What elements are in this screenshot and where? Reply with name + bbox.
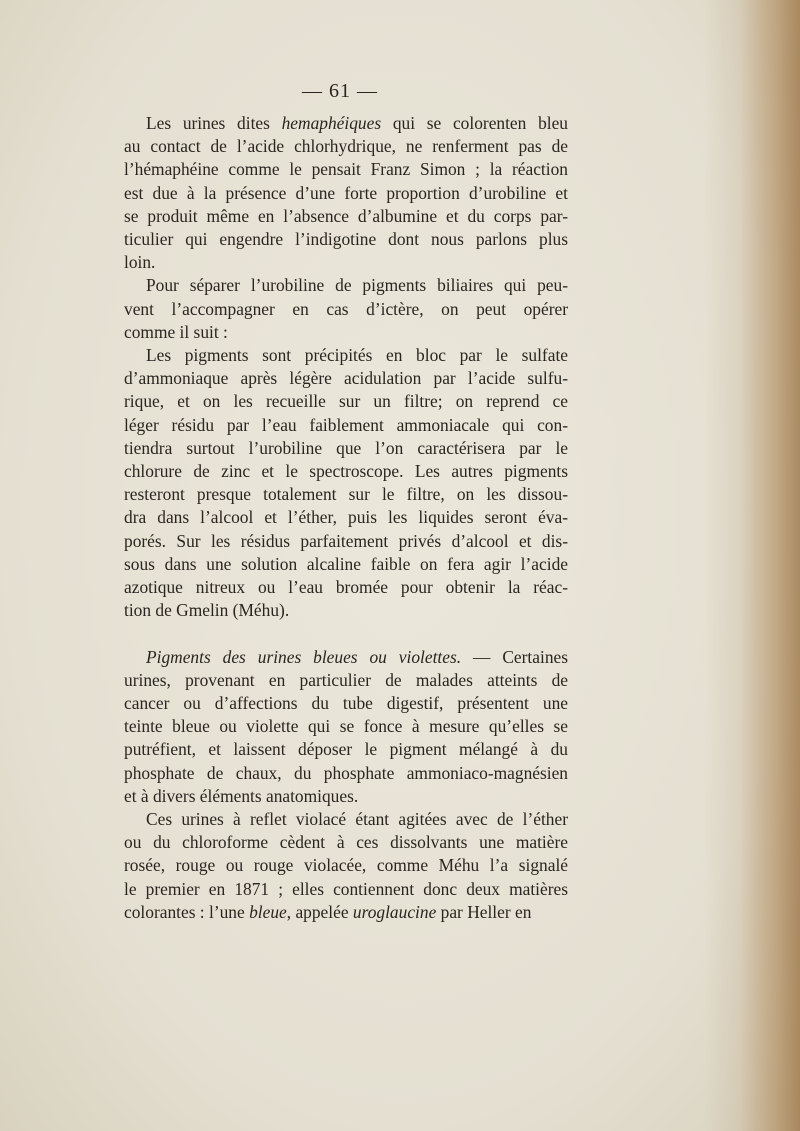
text-line: [124, 669, 568, 692]
text-line: [124, 715, 568, 738]
text-run: d’ammoniaque après légère acidulation par l’acide sulfu-: [124, 368, 568, 389]
text-run: dra dans l’alcool et l’éther, puis les liquides seront éva-: [124, 507, 568, 528]
text-run: teinte bleue ou violette qui se fonce à mesure qu’elles se: [124, 716, 568, 737]
paragraph: [124, 808, 568, 924]
text-line: [124, 298, 568, 321]
page-number: — 61 —: [302, 80, 378, 102]
text-line: [124, 854, 568, 877]
italic-run: bleue: [249, 901, 287, 922]
text-line: [124, 530, 568, 553]
text-run: comme il suit :: [124, 321, 228, 342]
italic-run: Pigments des urines bleues ou violettes.: [146, 646, 462, 667]
text-run: ticulier qui engendre l’indigotine dont nous parlons plus: [124, 229, 568, 250]
text-run: putréfient, et laissent déposer le pigment mélangé à du: [124, 739, 568, 760]
text-run: Les urines dites: [146, 113, 282, 133]
text-line: [124, 367, 568, 390]
text-run: tiendra surtout l’urobiline que l’on caractérisera par le: [124, 437, 568, 458]
text-line: [124, 344, 568, 367]
text-line: [124, 414, 568, 437]
text-run: porés. Sur les résidus parfaitement privés d’alcool et dis-: [124, 530, 568, 551]
text-line: [124, 205, 568, 228]
text-run: qui se colorenten bleu: [381, 113, 569, 133]
italic-run: uroglaucine: [352, 901, 437, 922]
text-run: le premier en 1871 ; elles contiennent donc deux matières: [124, 878, 568, 899]
text-line: [124, 506, 568, 529]
text-run: Les pigments sont précipités en bloc par le sulfate: [146, 345, 568, 366]
text-line: [124, 460, 568, 483]
text-line: [124, 135, 568, 158]
text-line: [124, 158, 568, 181]
text-run: urines, provenant en particulier de malades atteints de: [124, 669, 568, 690]
text-run: Pour séparer l’urobiline de pigments biliaires qui peu-: [146, 275, 568, 296]
paragraph: [124, 344, 568, 622]
paragraph: [124, 646, 568, 808]
text-run: rique, et on les recueille sur un filtre; on reprend ce: [124, 391, 568, 412]
text-run: se produit même en l’absence d’albumine et du corps par-: [124, 205, 568, 226]
text-line: [124, 901, 568, 924]
text-line: [124, 599, 568, 622]
italic-run: hemaphéiques: [281, 113, 382, 133]
text-run: tion de Gmelin (Méhu).: [124, 600, 290, 621]
text-run: par Heller en: [436, 901, 532, 922]
text-line: [124, 808, 568, 831]
text-line: [124, 274, 568, 297]
text-line: [124, 437, 568, 460]
text-line: [124, 321, 568, 344]
text-line: [124, 738, 568, 761]
text-run: Ces urines à reflet violacé étant agitées avec de l’éther: [146, 809, 568, 830]
text-run: , appelée: [286, 901, 353, 922]
text-line: [124, 182, 568, 205]
body-text: [124, 112, 568, 924]
text-run: est due à la présence d’une forte proportion d’urobiline et: [124, 182, 568, 203]
text-run: léger résidu par l’eau faiblement ammoniacale qui con-: [124, 414, 568, 435]
text-run: chlorure de zinc et le spectroscope. Les autres pigments: [124, 461, 568, 482]
text-run: ou du chloroforme cèdent à ces dissolvants une matière: [124, 832, 568, 853]
text-line: [124, 251, 568, 274]
text-line: [124, 576, 568, 599]
text-run: rosée, rouge ou rouge violacée, comme Méhu l’a signalé: [124, 855, 568, 876]
text-line: [124, 785, 568, 808]
text-line: [124, 878, 568, 901]
text-run: azotique nitreux ou l’eau bromée pour obtenir la réac-: [124, 577, 568, 598]
text-line: [124, 483, 568, 506]
text-run: cancer ou d’affections du tube digestif, présentent une: [124, 693, 568, 714]
text-run: resteront presque totalement sur le filtre, on les dissou-: [124, 484, 568, 505]
text-run: et à divers éléments anatomiques.: [124, 785, 359, 806]
text-line: [124, 228, 568, 251]
text-line: [124, 831, 568, 854]
text-run: vent l’accompagner en cas d’ictère, on peut opérer: [124, 298, 568, 319]
page-edge-stain: [740, 0, 800, 1131]
text-run: loin.: [124, 252, 156, 273]
text-run: — Certaines: [461, 646, 568, 667]
text-line: [124, 553, 568, 576]
text-line: [124, 646, 568, 669]
text-line: [124, 692, 568, 715]
text-line: [124, 112, 568, 135]
text-run: colorantes : l’une: [124, 901, 250, 922]
text-run: l’hémaphéine comme le pensait Franz Simon ; la réaction: [124, 159, 568, 180]
text-line: [124, 390, 568, 413]
paragraph: [124, 112, 568, 274]
text-run: au contact de l’acide chlorhydrique, ne renferment pas de: [124, 136, 568, 157]
text-run: phosphate de chaux, du phosphate ammoniaco-magnésien: [124, 762, 568, 783]
text-run: sous dans une solution alcaline faible on fera agir l’acide: [124, 553, 568, 574]
paragraph: [124, 274, 568, 344]
text-line: [124, 762, 568, 785]
